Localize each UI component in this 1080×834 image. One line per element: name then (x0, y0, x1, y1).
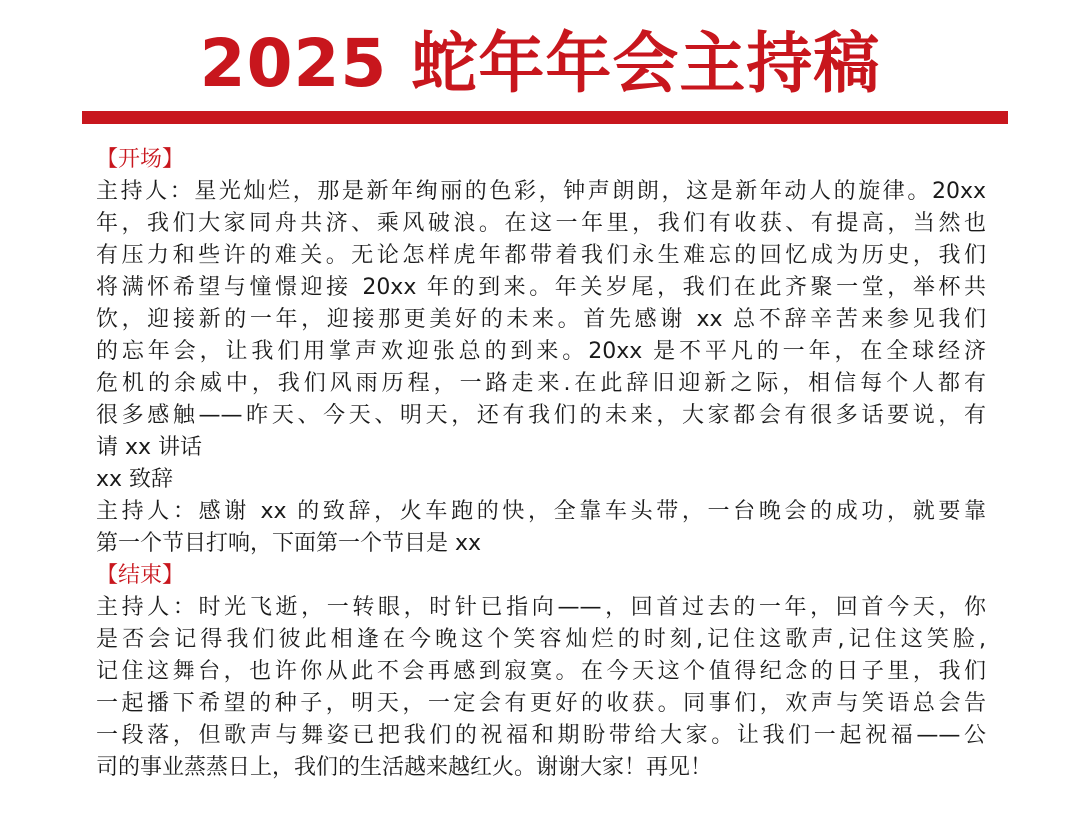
opening-line: 饮，迎接新的一年，迎接那更美好的未来。首先感谢 xx 总不辞辛苦来参见我们 (96, 307, 986, 332)
opening-line: 很多感触——昨天、今天、明天，还有我们的未来，大家都会有很多话要说，有 (96, 403, 986, 428)
script-body (96, 144, 986, 784)
opening-line: 有压力和些许的难关。无论怎样虎年都带着我们永生难忘的回忆成为历史，我们 (96, 243, 986, 268)
opening-line: 主持人：星光灿烂，那是新年绚丽的色彩，钟声朗朗，这是新年动人的旋律。20xx (96, 179, 986, 204)
closing-line: 主持人：时光飞逝，一转眼，时针已指向——，回首过去的一年，回首今天，你 (96, 595, 986, 620)
title-underline-bar (82, 111, 1008, 124)
closing-line: 司的事业蒸蒸日上，我们的生活越来越红火。谢谢大家！再见！ (96, 755, 713, 780)
closing-line: 记住这舞台，也许你从此不会再感到寂寞。在今天这个值得纪念的日子里，我们 (96, 659, 986, 684)
opening-after-line: 主持人：感谢 xx 的致辞，火车跑的快，全靠车头带，一台晚会的成功，就要靠 (96, 499, 986, 524)
opening-after-line: 第一个节目打响，下面第一个节目是 xx (96, 531, 482, 556)
closing-line: 一起播下希望的种子，明天，一定会有更好的收获。同事们，欢声与笑语总会告 (96, 691, 986, 716)
opening-line: 的忘年会，让我们用掌声欢迎张总的到来。20xx 是不平凡的一年，在全球经济 (96, 339, 986, 364)
speech-line: xx 致辞 (96, 467, 174, 492)
closing-line: 一段落，但歌声与舞姿已把我们的祝福和期盼带给大家。让我们一起祝福——公 (96, 723, 986, 748)
opening-line: 请 xx 讲话 (96, 435, 203, 460)
page-title: 2025 蛇年年会主持稿 (199, 25, 881, 102)
section-heading-closing: 【结束】 (96, 563, 185, 588)
opening-line: 将满怀希望与憧憬迎接 20xx 年的到来。年关岁尾，我们在此齐聚一堂，举杯共 (96, 275, 986, 300)
section-heading-opening: 【开场】 (96, 147, 185, 172)
closing-line: 是否会记得我们彼此相逢在今晚这个笑容灿烂的时刻,记住这歌声,记住这笑脸, (96, 627, 986, 652)
opening-line: 年，我们大家同舟共济、乘风破浪。在这一年里，我们有收获、有提高，当然也 (96, 211, 986, 236)
opening-line: 危机的余威中，我们风雨历程，一路走来.在此辞旧迎新之际，相信每个人都有 (96, 371, 986, 396)
